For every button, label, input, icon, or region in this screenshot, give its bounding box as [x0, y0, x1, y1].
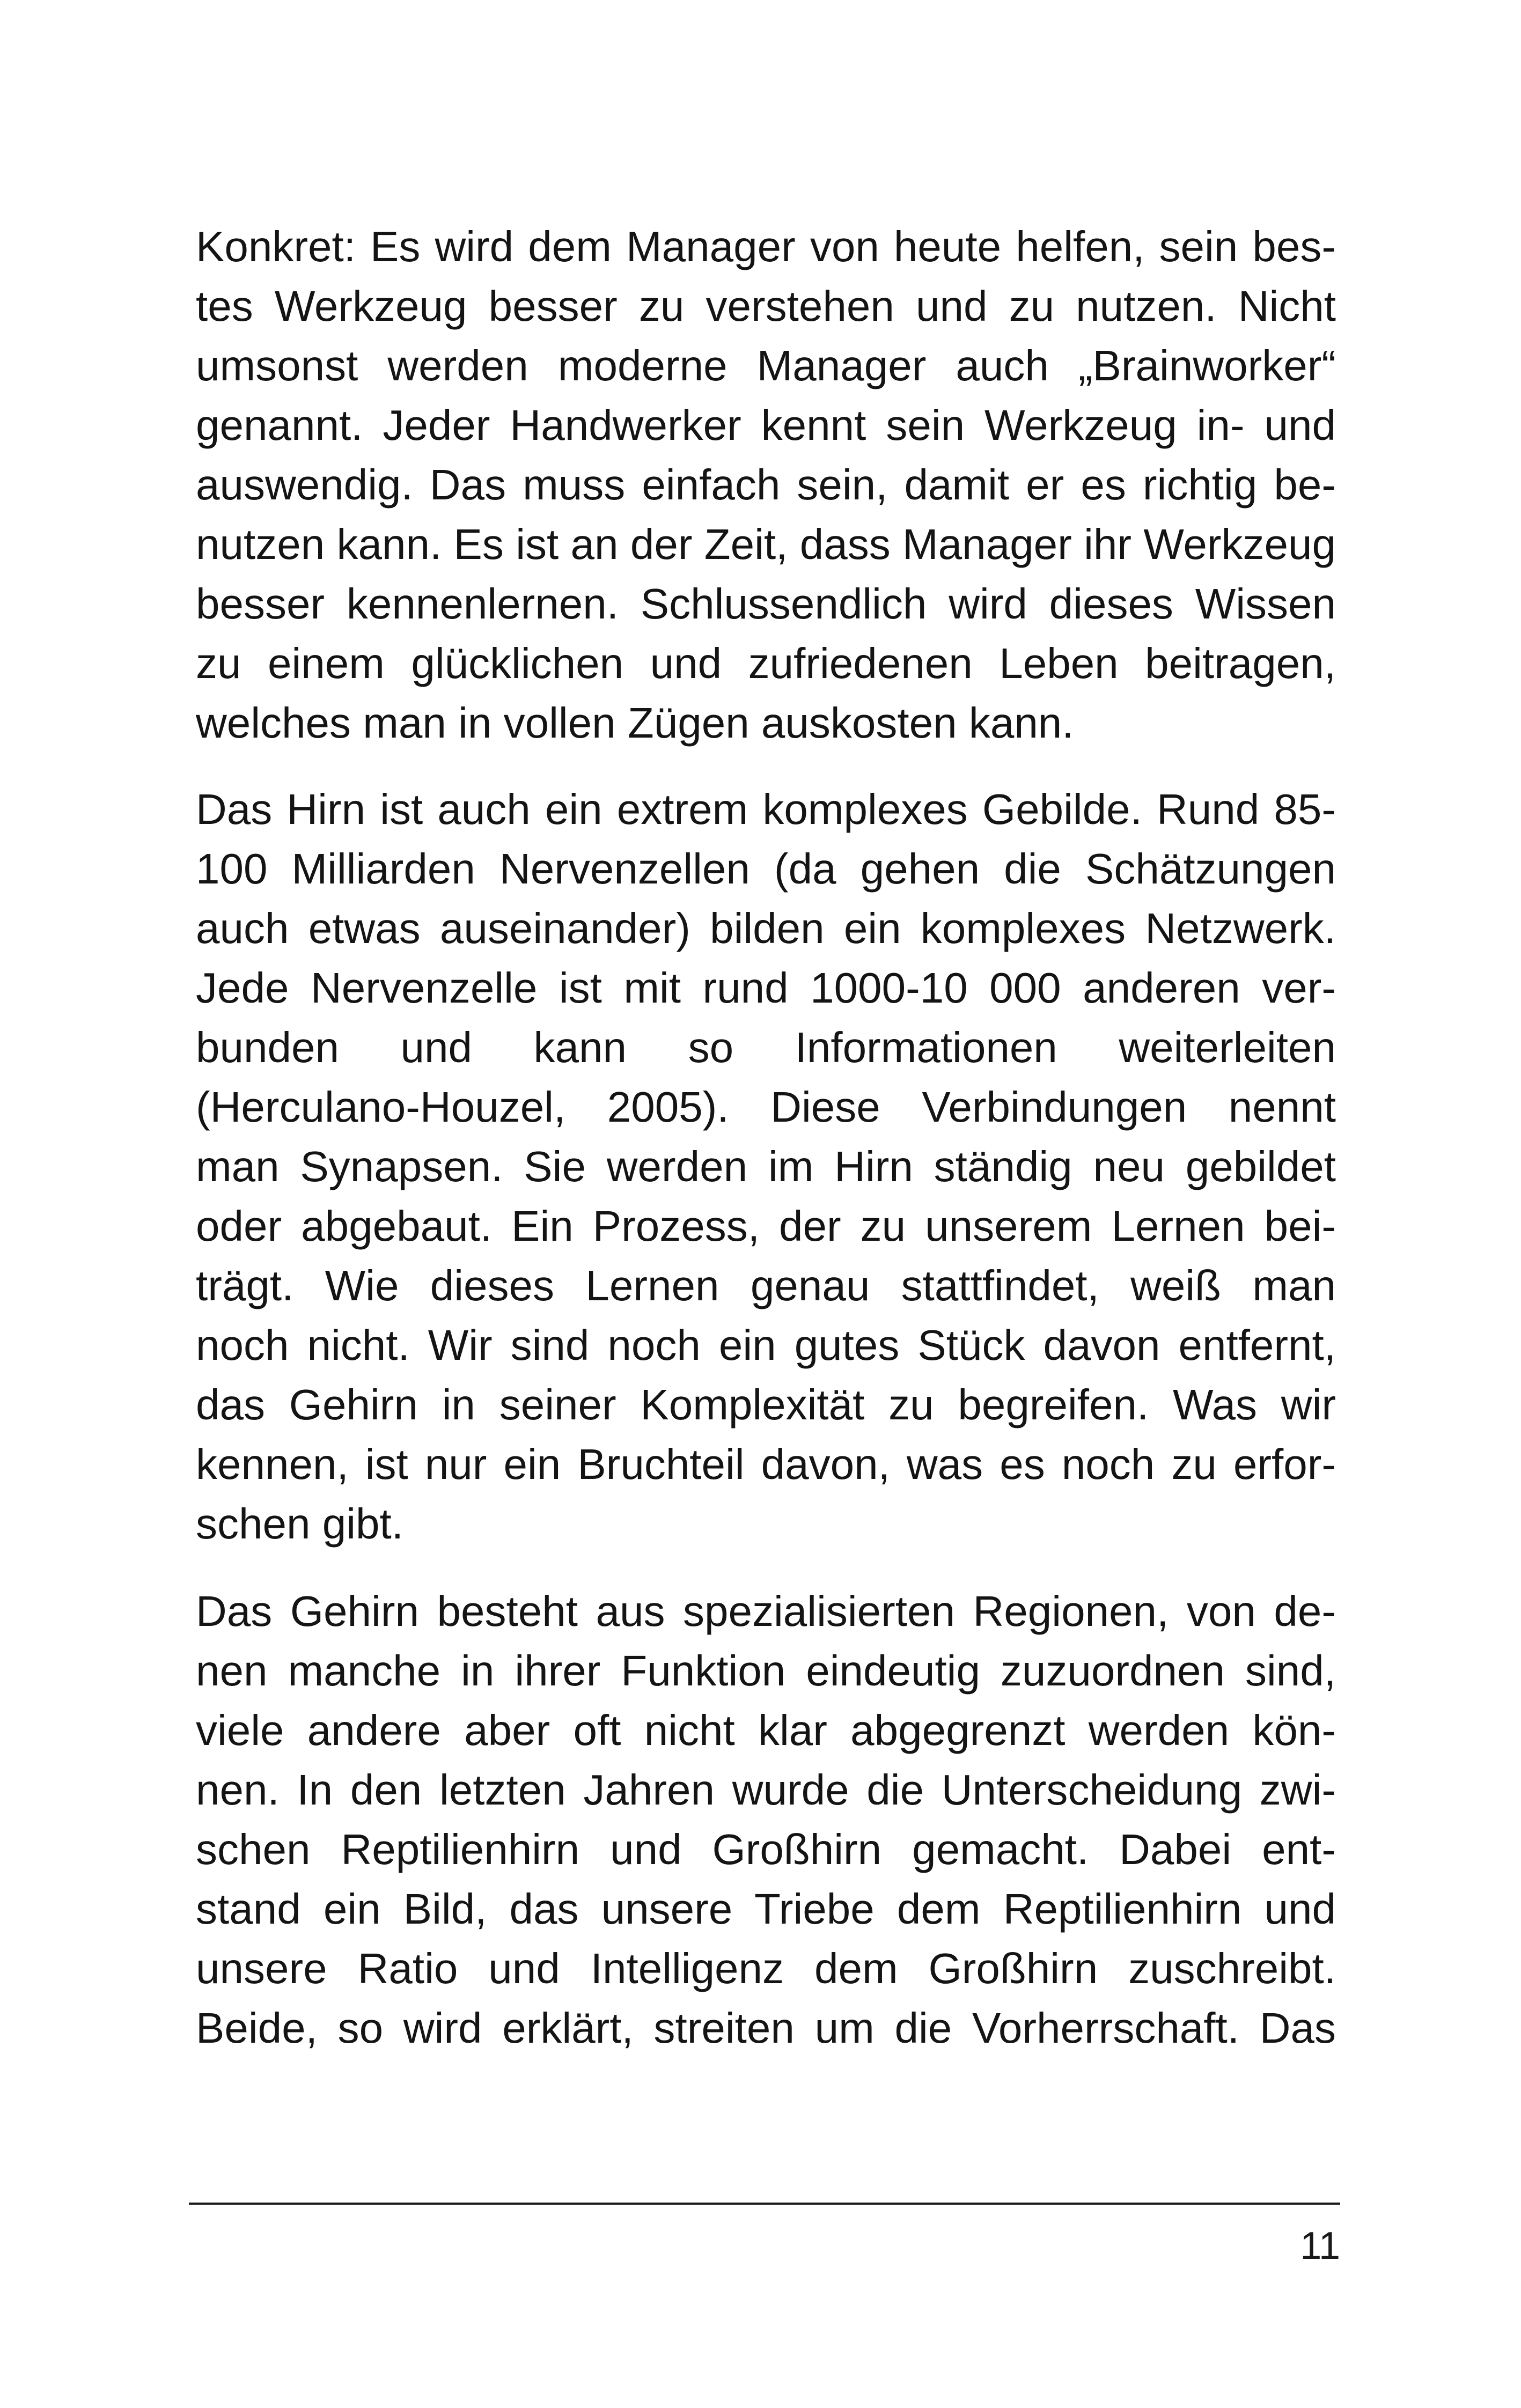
- text-line: viele andere aber oft nicht klar abgegrenzt werden kön-: [196, 1706, 1336, 1754]
- page-number: 11: [1300, 2225, 1340, 2267]
- text-line: besser kennenlernen. Schlussendlich wird dieses Wissen: [196, 580, 1336, 628]
- text-line: (Herculano-Houzel, 2005). Diese Verbindungen nennt: [196, 1083, 1336, 1131]
- text-line: Das Gehirn besteht aus spezialisierten Regionen, von de-: [196, 1587, 1336, 1635]
- text-line: welches man in vollen Zügen auskosten kann.: [196, 699, 1074, 747]
- text-line: Konkret: Es wird dem Manager von heute helfen, sein bes-: [196, 223, 1336, 270]
- text-line: schen Reptilienhirn und Großhirn gemacht. Dabei ent-: [196, 1825, 1336, 1873]
- paragraph-3: [196, 1581, 1336, 2058]
- text-line: Jede Nervenzelle ist mit rund 1000-10 000 anderen ver-: [196, 964, 1336, 1012]
- text-line: nen manche in ihrer Funktion eindeutig zuzuordnen sind,: [196, 1647, 1336, 1695]
- text-line: schen gibt.: [196, 1500, 403, 1548]
- text-line: bunden und kann so Informationen weiterleiten: [196, 1023, 1336, 1071]
- text-line: das Gehirn in seiner Komplexität zu begreifen. Was wir: [196, 1381, 1336, 1428]
- text-line: Das Hirn ist auch ein extrem komplexes Gebilde. Rund 85-: [196, 785, 1336, 833]
- text-line: stand ein Bild, das unsere Triebe dem Reptilienhirn und: [196, 1885, 1336, 1933]
- text-line: noch nicht. Wir sind noch ein gutes Stück davon entfernt,: [196, 1321, 1336, 1369]
- text-line: Beide, so wird erklärt, streiten um die Vorherrschaft. Das: [196, 2004, 1336, 2052]
- text-line: man Synapsen. Sie werden im Hirn ständig neu gebildet: [196, 1143, 1336, 1190]
- text-line: 100 Milliarden Nervenzellen (da gehen die Schätzungen: [196, 845, 1336, 893]
- footer-divider: [189, 2203, 1340, 2205]
- text-line: trägt. Wie dieses Lernen genau stattfindet, weiß man: [196, 1262, 1336, 1309]
- text-line: auswendig. Das muss einfach sein, damit er es richtig be-: [196, 461, 1336, 509]
- text-line: nutzen kann. Es ist an der Zeit, dass Manager ihr Werkzeug: [196, 520, 1336, 568]
- text-line: oder abgebaut. Ein Prozess, der zu unserem Lernen bei-: [196, 1202, 1336, 1250]
- text-line: unsere Ratio und Intelligenz dem Großhirn zuschreibt.: [196, 1945, 1336, 1992]
- text-line: kennen, ist nur ein Bruchteil davon, was es noch zu erfor-: [196, 1440, 1336, 1488]
- text-line: tes Werkzeug besser zu verstehen und zu nutzen. Nicht: [196, 282, 1336, 330]
- text-line: umsonst werden moderne Manager auch „Brainworker“: [196, 342, 1336, 389]
- text-line: zu einem glücklichen und zufriedenen Leben beitragen,: [196, 639, 1336, 687]
- text-line: auch etwas auseinander) bilden ein komplexes Netzwerk.: [196, 904, 1336, 952]
- paragraph-1: [196, 217, 1336, 753]
- text-line: nen. In den letzten Jahren wurde die Unterscheidung zwi-: [196, 1766, 1336, 1814]
- paragraph-2: [196, 779, 1336, 1553]
- text-line: genannt. Jeder Handwerker kennt sein Werkzeug in- und: [196, 401, 1336, 449]
